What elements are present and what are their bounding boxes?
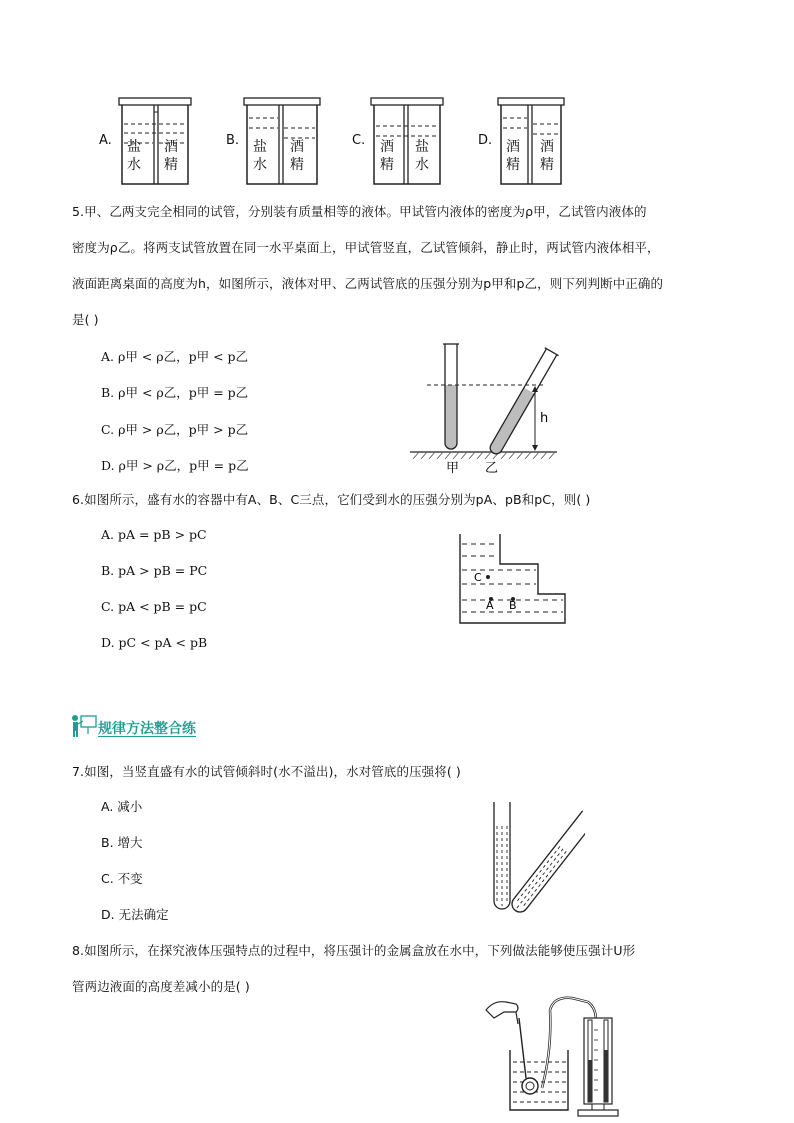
q6-figure-b-label: B xyxy=(509,599,517,612)
q8-text-line-1: 8.如图所示，在探究液体压强特点的过程中，将压强计的金属盒放在水中，下列做法能够使压强计U形 xyxy=(72,943,636,958)
q4-option-d-letter[interactable]: D. xyxy=(478,133,493,148)
q6-figure-c-label: C xyxy=(474,571,482,584)
q4-d-right-label: 酒精 xyxy=(540,139,554,173)
q6-option-b[interactable]: B. pA > pB = PC xyxy=(101,563,208,578)
q7-option-d[interactable]: D. 无法确定 xyxy=(101,907,169,922)
q5-option-c[interactable]: C. ρ甲 > ρ乙，p甲 > p乙 xyxy=(101,422,249,437)
q5-test-tubes-figure xyxy=(405,340,565,480)
q6-figure-a-label: A xyxy=(486,599,494,612)
q7-option-a[interactable]: A. 减小 xyxy=(101,799,143,814)
q7-tilted-tube-figure xyxy=(485,798,585,918)
q5-figure-h-label: h xyxy=(540,411,549,426)
q7-option-c[interactable]: C. 不变 xyxy=(101,871,143,886)
q5-text-line-2: 密度为ρ乙。将两支试管放置在同一水平桌面上，甲试管竖直，乙试管倾斜，静止时，两试管内液体相平， xyxy=(72,240,660,255)
teacher-presentation-icon xyxy=(70,714,98,738)
q6-text-line-1: 6.如图所示，盛有水的容器中有A、B、C三点，它们受到水的压强分别为pA、pB和pC，则( ) xyxy=(72,492,591,507)
q4-option-c-letter[interactable]: C. xyxy=(352,133,366,148)
q4-b-right-label: 酒精 xyxy=(290,139,304,173)
q6-option-a[interactable]: A. pA = pB > pC xyxy=(101,527,207,542)
q4-c-right-label: 盐水 xyxy=(415,139,429,173)
section-heading: 规律方法整合练 xyxy=(98,721,196,737)
q5-option-a[interactable]: A. ρ甲 < ρ乙，p甲 < p乙 xyxy=(101,349,249,364)
q6-container-figure xyxy=(455,530,571,628)
q4-option-b-letter[interactable]: B. xyxy=(226,133,240,148)
q8-pressure-gauge-figure xyxy=(480,990,620,1118)
q7-option-b[interactable]: B. 增大 xyxy=(101,835,143,850)
q4-option-a-letter[interactable]: A. xyxy=(99,133,112,148)
q5-figure-tube2-label: 乙 xyxy=(485,461,499,476)
q4-a-right-label: 酒精 xyxy=(164,139,178,173)
q4-a-left-label: 盐水 xyxy=(127,139,141,173)
q6-option-d[interactable]: D. pC < pA < pB xyxy=(101,635,208,650)
q5-figure-tube1-label: 甲 xyxy=(446,461,460,476)
q7-text-line-1: 7.如图，当竖直盛有水的试管倾斜时(水不溢出)，水对管底的压强将( ) xyxy=(72,764,461,779)
q8-text-line-2: 管两边液面的高度差减小的是( ) xyxy=(72,979,250,994)
q5-text-line-3: 液面距离桌面的高度为h，如图所示，液体对甲、乙两试管底的压强分别为p甲和p乙，则下列判断中正确的 xyxy=(72,276,664,291)
q6-option-c[interactable]: C. pA < pB = pC xyxy=(101,599,207,614)
q4-b-left-label: 盐水 xyxy=(253,139,267,173)
q4-c-left-label: 酒精 xyxy=(380,139,394,173)
q4-d-left-label: 酒精 xyxy=(506,139,520,173)
q5-option-d[interactable]: D. ρ甲 > ρ乙，p甲 = p乙 xyxy=(101,458,249,473)
q5-option-b[interactable]: B. ρ甲 < ρ乙，p甲 = p乙 xyxy=(101,385,249,400)
q5-text-line-4: 是( ) xyxy=(72,312,99,327)
q5-text-line-1: 5.甲、乙两支完全相同的试管，分别装有质量相等的液体。甲试管内液体的密度为ρ甲，乙试管内液体的 xyxy=(72,204,647,219)
